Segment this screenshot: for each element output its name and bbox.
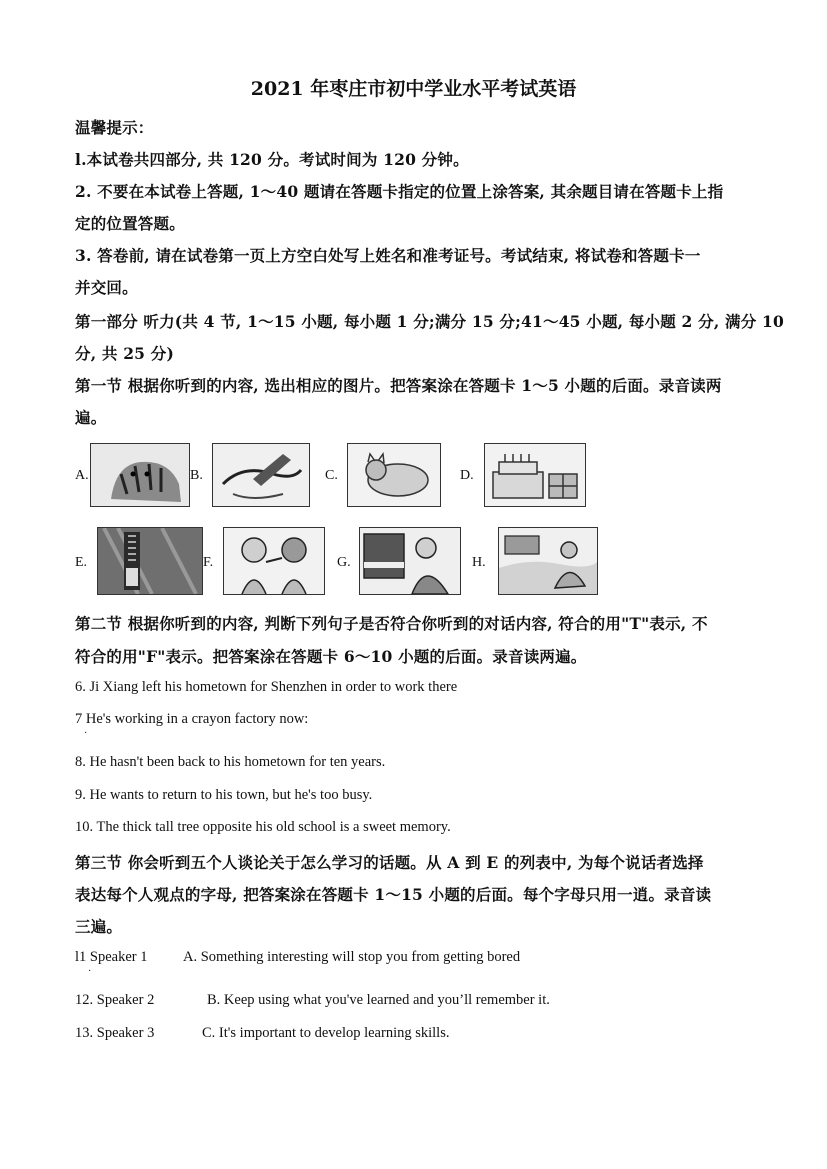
speaker-option-b: B. Keep using what you've learned and you’ll remember it. bbox=[207, 992, 550, 1008]
section1-line-1: 第一节 根据你听到的内容, 选出相应的图片。把答案涂在答题卡 1～5 小题的后面。录音读两 bbox=[75, 376, 722, 395]
cat-picture-icon bbox=[347, 443, 441, 507]
question-6: 6. Ji Xiang left his hometown for Shenzhen in order to work there bbox=[75, 679, 458, 695]
tip-line-3b: 并交回。 bbox=[75, 278, 138, 297]
people-argue-picture-icon bbox=[223, 527, 325, 595]
speaker-label-2: 12. Speaker 2 bbox=[75, 992, 155, 1008]
tip-line-2b: 定的位置答题。 bbox=[75, 214, 185, 233]
tip-line-1: l.本试卷共四部分, 共 120 分。考试时间为 120 分钟。 bbox=[75, 150, 469, 169]
tips-heading: 温馨提示： bbox=[75, 118, 154, 137]
part1-line-1: 第一部分 听力(共 4 节, 1～15 小题, 每小题 1 分;满分 15 分;41～45 小题, 每小题 2 分, 满分 10 bbox=[75, 312, 784, 331]
page-title: 2021 年枣庄市初中学业水平考试英语 bbox=[250, 78, 577, 100]
speaker-option-a: A. Something interesting will stop you from getting bored bbox=[183, 949, 521, 965]
question-10: 10. The thick tall tree opposite his old school is a sweet memory. bbox=[75, 819, 451, 835]
girl-field-picture-icon bbox=[498, 527, 598, 595]
birthday-cake-picture-icon bbox=[484, 443, 586, 507]
piano-player-picture-icon bbox=[359, 527, 461, 595]
section3-line-3: 三遍。 bbox=[75, 917, 123, 936]
section2-line-2: 符合的用"F"表示。把答案涂在答题卡 6～10 小题的后面。录音读两遍。 bbox=[75, 647, 587, 666]
section2-line-1: 第二节 根据你听到的内容, 判断下列句子是否符合你听到的对话内容, 符合的用"T"表示, 不 bbox=[75, 614, 708, 633]
tip-line-2a: 2. 不要在本试卷上答题, 1～40 题请在答题卡指定的位置上涂答案, 其余题目请在答题卡上指 bbox=[75, 182, 724, 201]
stray-dot-2: · bbox=[88, 966, 92, 977]
zipper-picture-icon bbox=[97, 527, 203, 595]
question-9: 9. He wants to return to his town, but he's too busy. bbox=[75, 787, 373, 803]
tiger-picture-icon bbox=[90, 443, 190, 507]
hand-tool-picture-icon bbox=[212, 443, 310, 507]
speaker-label-3: 13. Speaker 3 bbox=[75, 1025, 155, 1041]
speaker-option-c: C. It's important to develop learning skills. bbox=[202, 1025, 450, 1041]
speaker-label-1: l1 Speaker 1 bbox=[75, 949, 148, 965]
part1-line-2: 分, 共 25 分) bbox=[75, 344, 174, 363]
tip-line-3a: 3. 答卷前, 请在试卷第一页上方空白处写上姓名和准考证号。考试结束, 将试卷和答题卡一 bbox=[75, 246, 701, 265]
question-7: 7 He's working in a crayon factory now: bbox=[75, 711, 309, 727]
section3-line-2: 表达每个人观点的字母, 把答案涂在答题卡 1～15 小题的后面。每个字母只用一逍。录音读 bbox=[75, 885, 712, 904]
section1-line-2: 遍。 bbox=[75, 408, 107, 427]
section3-line-1: 第三节 你会听到五个人谈论关于怎么学习的话题。从 A 到 E 的列表中, 为每个说话者选择 bbox=[75, 853, 704, 872]
question-8: 8. He hasn't been back to his hometown for ten years. bbox=[75, 754, 386, 770]
stray-dot: · bbox=[84, 728, 88, 739]
